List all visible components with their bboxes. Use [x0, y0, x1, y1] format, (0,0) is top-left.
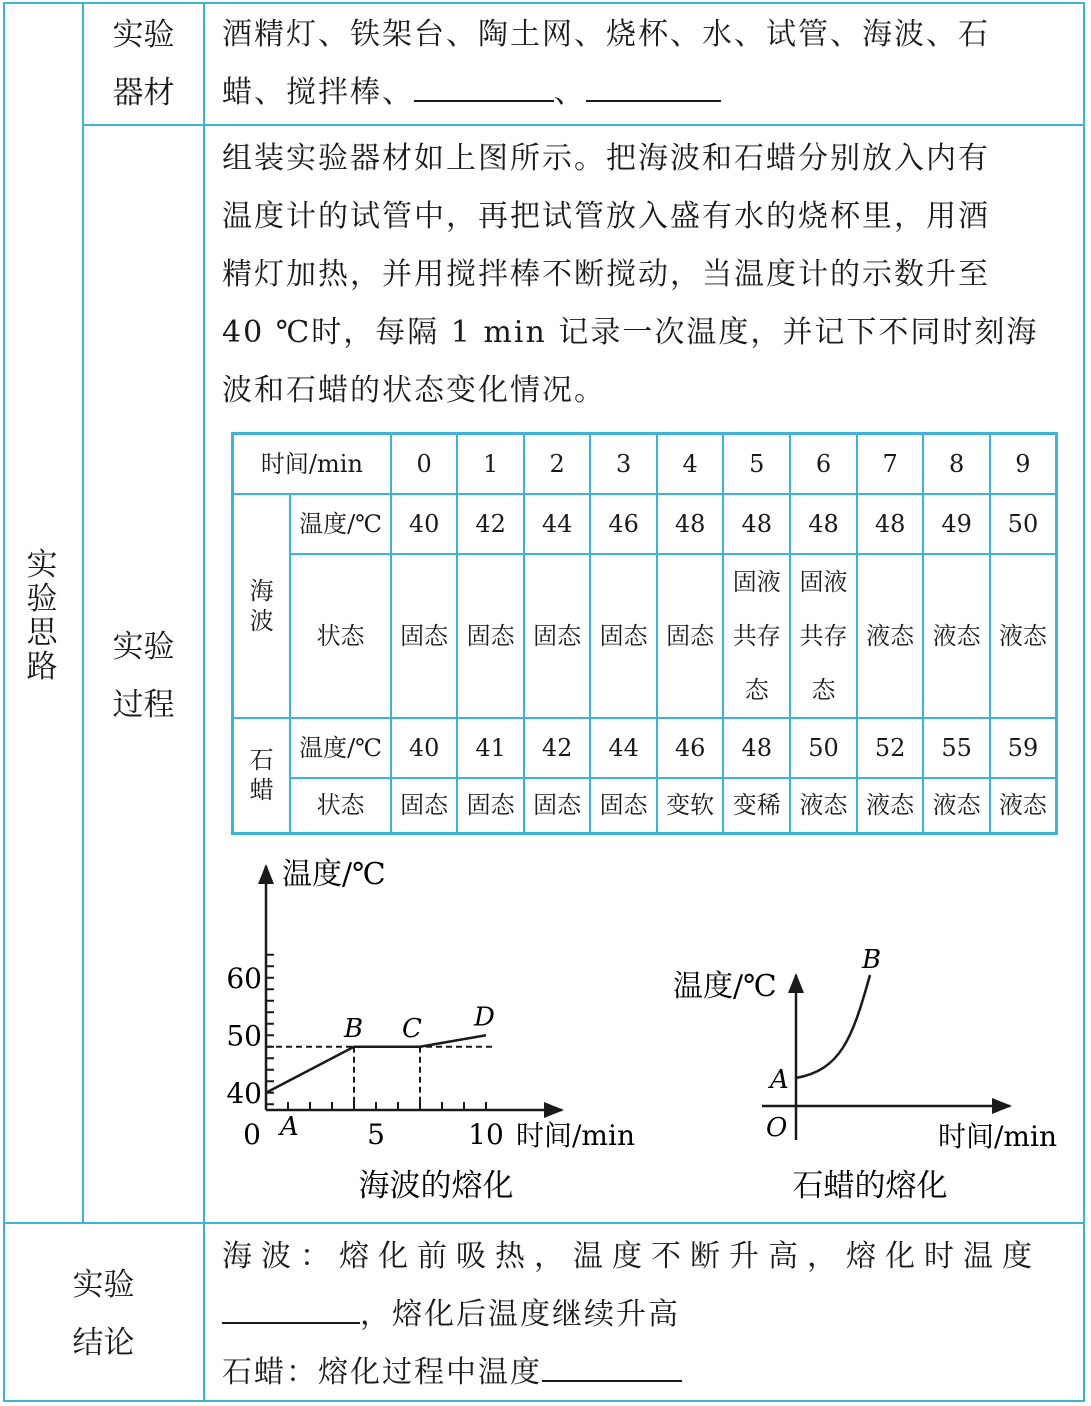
- y-tick-label: 60: [226, 961, 262, 995]
- procedure-text: 组装实验器材如上图所示。把海波和石蜡分别放入内有 温度计的试管中，再把试管放入盛有水的烧杯里，用酒 精灯加热，并用搅拌棒不断搅动，当温度计的示数升至 40 ℃时，每隔 1 min 记录一次温度，并记下不同时刻海 波和石蜡的状态变化情况。: [222, 141, 1039, 408]
- y-axis-label: 温度/℃: [673, 969, 777, 1004]
- y-tick-label: 40: [226, 1076, 262, 1110]
- x-axis-label: 时间/min: [516, 1119, 635, 1152]
- divider: [82, 2, 84, 1224]
- conclusion-text: 海波：熔化前吸热，温度不断升高，熔化时温度 ，熔化后温度继续升高 石蜡：熔化过程中温度: [222, 1239, 1041, 1390]
- table-row: 石蜡 温度/℃ 40 41 42 44 46 48 50 52 55 59: [233, 718, 1057, 778]
- procedure-label: 实验 过程: [112, 629, 175, 723]
- data-table: [231, 432, 1058, 835]
- table-row: 海波 温度/℃ 40 42 44 46 48 48 48 48 49 50: [233, 494, 1057, 554]
- answer-blank[interactable]: [542, 1354, 682, 1382]
- table-row: 状态 固态 固态 固态 固态 变软 变稀 液态 液态 液态 液态: [233, 778, 1057, 834]
- divider: [82, 124, 1085, 126]
- section-label: 实验思路: [26, 547, 58, 685]
- table-row: 状态 固态 固态 固态 固态 固态 固液共存态 固液共存态 液态 液态 液态: [233, 554, 1057, 718]
- time-header: 时间/min: [233, 434, 391, 494]
- y-tick-label: 50: [226, 1019, 262, 1053]
- point-label-D: D: [474, 1002, 495, 1033]
- equipment-label: 实验 器材: [112, 17, 175, 111]
- x-axis-label: 时间/min: [938, 1120, 1057, 1153]
- equipment-text: 酒精灯、铁架台、陶土网、烧杯、水、试管、海波、石 蜡、搅拌棒、 、: [222, 17, 990, 110]
- divider: [203, 2, 205, 1402]
- answer-blank[interactable]: [414, 74, 554, 102]
- point-label-C: C: [402, 1013, 422, 1044]
- point-label-A: A: [280, 1111, 299, 1142]
- x-tick-label: 5: [367, 1118, 385, 1151]
- table-row: 时间/min 0 1 2 3 4 5 6 7 8 9: [233, 434, 1057, 494]
- shila-label: 石蜡: [233, 718, 291, 834]
- origin-label: O: [766, 1113, 788, 1143]
- divider: [3, 1222, 1085, 1224]
- chart-title: 海波的熔化: [358, 1168, 514, 1204]
- point-label-B: B: [862, 945, 882, 975]
- answer-blank[interactable]: [222, 1296, 360, 1324]
- y-axis-label: 温度/℃: [282, 857, 386, 892]
- answer-blank[interactable]: [586, 74, 721, 102]
- point-label-B: B: [344, 1013, 364, 1044]
- conclusion-label: 实验 结论: [72, 1267, 135, 1361]
- point-label-A: A: [770, 1065, 789, 1095]
- x-tick-label: 0: [243, 1118, 261, 1151]
- chart-title: 石蜡的熔化: [792, 1168, 948, 1204]
- x-tick-label: 10: [468, 1118, 504, 1151]
- haibo-label: 海波: [233, 494, 291, 718]
